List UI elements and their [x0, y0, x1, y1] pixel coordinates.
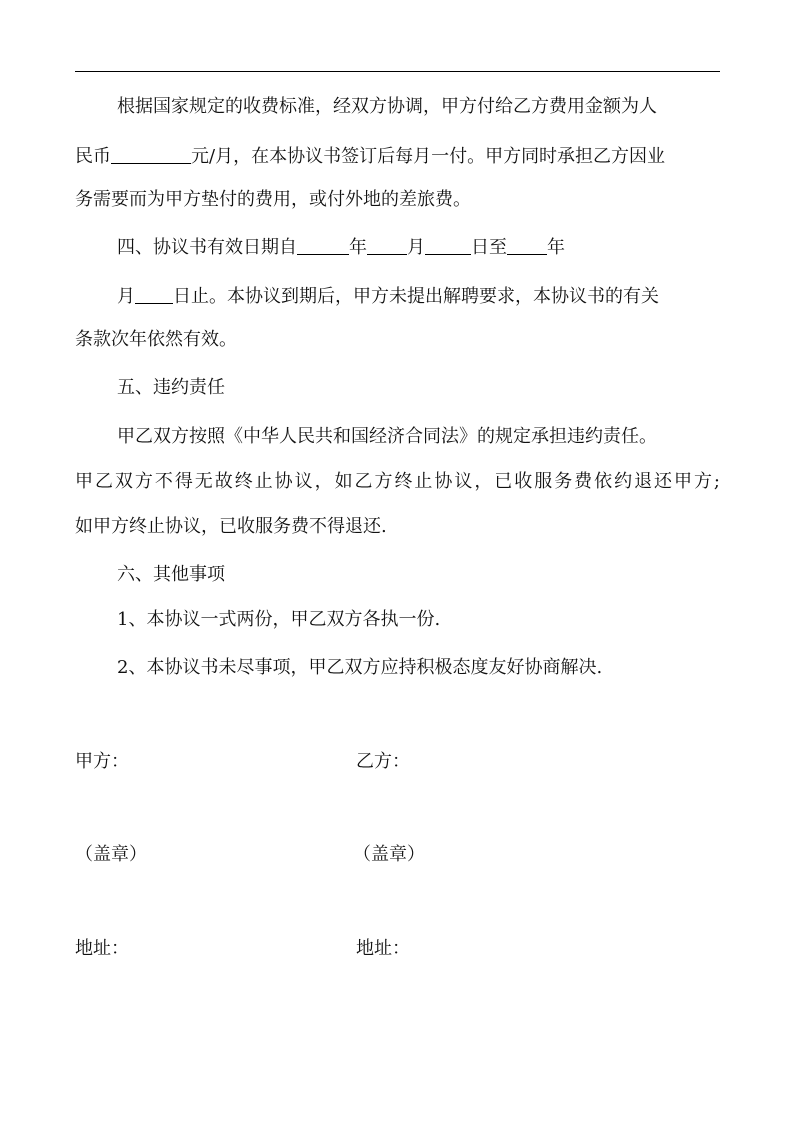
end-day-blank[interactable]: [135, 285, 173, 304]
breach-paragraph-line-2: [75, 470, 720, 494]
start-day-blank[interactable]: [425, 236, 471, 255]
fee-currency-label: 民币: [75, 146, 111, 167]
party-a-address-label: 地址：: [75, 938, 129, 959]
party-b-label: 乙方：: [356, 751, 410, 772]
breach-line-2-text: 甲乙双方不得无故终止协议，如乙方终止协议，已收服务费依约退还甲方;: [75, 471, 720, 492]
term-line-3-text: 条款次年依然有效。: [75, 329, 237, 350]
month-label: 月: [407, 237, 425, 258]
term-paragraph-line-3: [75, 328, 237, 352]
party-b-seal-label: （盖章）: [353, 844, 425, 865]
end-year-blank[interactable]: [507, 236, 547, 255]
breach-heading-text: 五、违约责任: [117, 377, 225, 398]
breach-paragraph-line-3: [75, 515, 387, 539]
other-heading-text: 六、其他事项: [117, 564, 225, 585]
breach-line-1-text: 甲乙双方按照《中华人民共和国经济合同法》的规定承担违约责任。: [117, 426, 657, 447]
fee-paragraph-line-3: [75, 188, 471, 212]
breach-heading: [117, 376, 225, 400]
year-label: 年: [349, 237, 367, 258]
other-item-1-text: 1、本协议一式两份，甲乙双方各执一份.: [117, 609, 441, 630]
start-year-blank[interactable]: [297, 236, 349, 255]
other-item-2: [117, 656, 602, 680]
fee-line-1-text: 根据国家规定的收费标准，经双方协调，甲方付给乙方费用金额为人: [117, 96, 657, 117]
party-a-seal-label: （盖章）: [75, 844, 147, 865]
other-item-2-text: 2、本协议书未尽事项，甲乙双方应持积极态度友好协商解决.: [117, 657, 603, 678]
term-paragraph-line-2: [117, 285, 659, 309]
party-b-address-label: 地址：: [356, 938, 410, 959]
party-a-label: 甲方：: [75, 751, 129, 772]
fee-line-3-text: 务需要而为甲方垫付的费用，或付外地的差旅费。: [75, 189, 471, 210]
start-month-blank[interactable]: [367, 236, 407, 255]
day-to-label: 日至: [471, 237, 507, 258]
header-rule: [75, 71, 720, 72]
fee-amount-blank[interactable]: [111, 145, 191, 164]
fee-paragraph-line-2: [75, 145, 665, 169]
breach-line-3-text: 如甲方终止协议，已收服务费不得退还.: [75, 516, 387, 537]
term-paragraph-line-1: [117, 236, 565, 260]
other-heading: [117, 563, 225, 587]
fee-line-2-text: 元/月，在本协议书签订后每月一付。甲方同时承担乙方因业: [191, 146, 666, 167]
breach-paragraph-line-1: [117, 425, 657, 449]
fee-paragraph-line-1: [117, 95, 657, 119]
term-start-label: 四、协议书有效日期自: [117, 237, 297, 258]
term-line-2-text: 日止。本协议到期后，甲方未提出解聘要求，本协议书的有关: [173, 286, 659, 307]
end-month-label: 月: [117, 286, 135, 307]
end-year-label: 年: [547, 237, 565, 258]
other-item-1: [117, 608, 440, 632]
